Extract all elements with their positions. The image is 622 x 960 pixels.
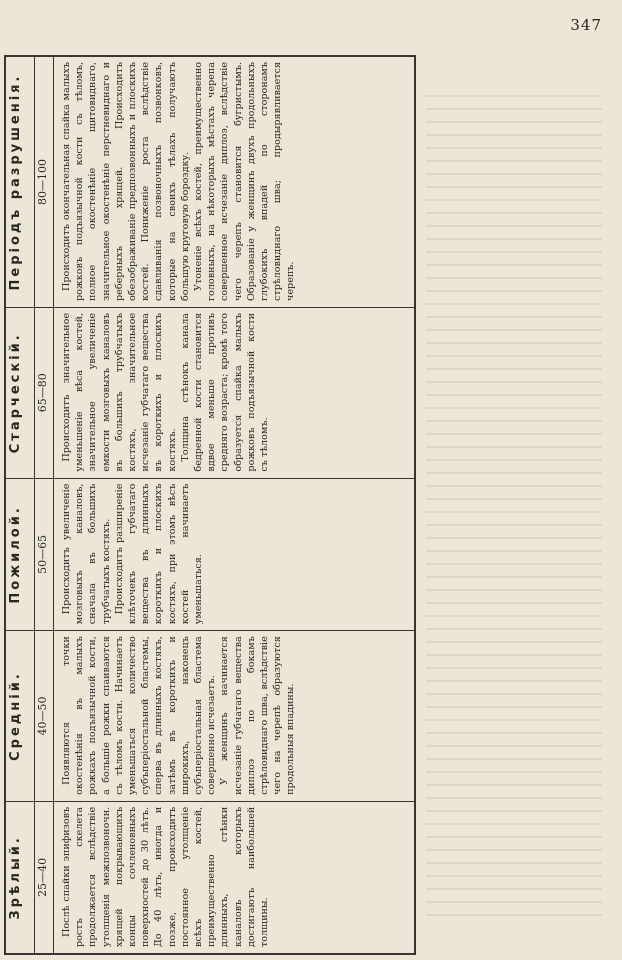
description-cell-1 <box>54 801 416 954</box>
bleed-through-text <box>426 84 602 926</box>
description-row <box>54 56 416 954</box>
rotated-table-container <box>4 55 416 955</box>
period-header-row <box>5 56 35 954</box>
description-paragraph: Толщина стѣнокъ канала бедренной кости становится вдвое меньше противъ средняго возраста; кромѣ того образуется спайка малыхъ рожковъ подъязычной кости съ тѣломъ. <box>179 312 271 472</box>
page-number: 347 <box>570 16 602 34</box>
description-paragraph: У женщинъ начинается исчезаніе губчатаго вещества диплоэ по бокамъ стрѣловиднаго шва, вслѣдствіе чего на черепѣ образуются продольныя впадины. <box>219 636 297 795</box>
years-range-5: 80—100 <box>35 56 54 307</box>
description-paragraph: Происходитъ значительное уменьшеніе вѣса костей, значительное увеличеніе емкости мозговыхъ каналовъ въ большихъ трубчатыхъ костяхъ, значительное исчезаніе губчатаго вещества въ короткихъ и плоскихъ костяхъ. <box>61 312 178 472</box>
description-paragraph: Происходитъ увеличеніе мозговыхъ каналовъ, сначала въ большихъ трубчатыхъ костяхъ. <box>61 483 112 625</box>
column-header-period-4: Старческій. <box>5 307 35 478</box>
description-paragraph: Утоненіе всѣхъ костей, преимущественно головныхъ, на нѣкоторыхъ мѣстахъ черепа совершенное исчезаніе диплоэ, вслѣдствіе чего черепъ становится бугристымъ. Образованіе у женщинъ двухъ продольныхъ глубокихъ впадей по сторонамъ стрѣловиднаго шва; продырявливается черепъ. <box>193 62 297 301</box>
description-paragraph: Появляются точки окостенѣнія въ малыхъ рожкахъ подъязычной кости, а большіе рожки спаиваются съ тѣломъ кости. Начинаетъ уменьшаться количество субъперіостальной бластемы, сперва въ длинныхъ костяхъ, затѣмъ въ короткихъ и широкихъ, наконецъ субъперіостальная бластема совершенно исчезаетъ. <box>61 636 218 795</box>
description-cell-3 <box>54 478 416 631</box>
column-header-period-3: Пожилой. <box>5 478 35 631</box>
description-paragraph: Послѣ спайки эпифизовъ ростъ скелета продолжается вслѣдствіе утолщенія межпозвоночн. хрящей покрывающихъ концы сочленовныхъ поверхностей до 30 лѣтъ. До 40 лѣтъ, иногда и позже, происходитъ постоянное утолщеніе всѣхъ костей, преимущественно длинныхъ, стѣнки каналовъ которыхъ достигаютъ наибольшей толщины. <box>61 806 271 947</box>
column-header-period-2: Средній. <box>5 631 35 802</box>
years-range-3: 50—65 <box>35 478 54 631</box>
years-header-row <box>35 56 54 954</box>
years-range-4: 65—80 <box>35 307 54 478</box>
column-header-period-1: Зрѣлый. <box>5 801 35 954</box>
description-paragraph: Происходитъ окончательная спайка малыхъ рожковъ подъязычной кости съ тѣломъ, полное окостенѣніе щитовиднаго, значительное окостенѣніе перстневиднаго и реберныхъ хрящей. Происходитъ обезображиваніе предпозвонныхъ и плоскихъ костей. Пониженіе роста вслѣдствіе сдавливанія позвоночныхъ позвонковъ, которые на своихъ тѣлахъ получаютъ большую круговую бороздку. <box>61 62 191 301</box>
description-cell-2 <box>54 631 416 802</box>
description-cell-5 <box>54 56 416 307</box>
age-periods-table <box>4 55 416 955</box>
description-paragraph: Происходитъ разширеніе клѣточекъ губчатаго вещества въ длинныхъ короткихъ и плоскихъ костяхъ, при этомъ вѣсъ костей начинаетъ уменьшаться. <box>113 483 205 625</box>
years-range-2: 40—50 <box>35 631 54 802</box>
column-header-period-5: Періодъ разрушенія. <box>5 56 35 307</box>
description-cell-4 <box>54 307 416 478</box>
years-range-1: 25—40 <box>35 801 54 954</box>
